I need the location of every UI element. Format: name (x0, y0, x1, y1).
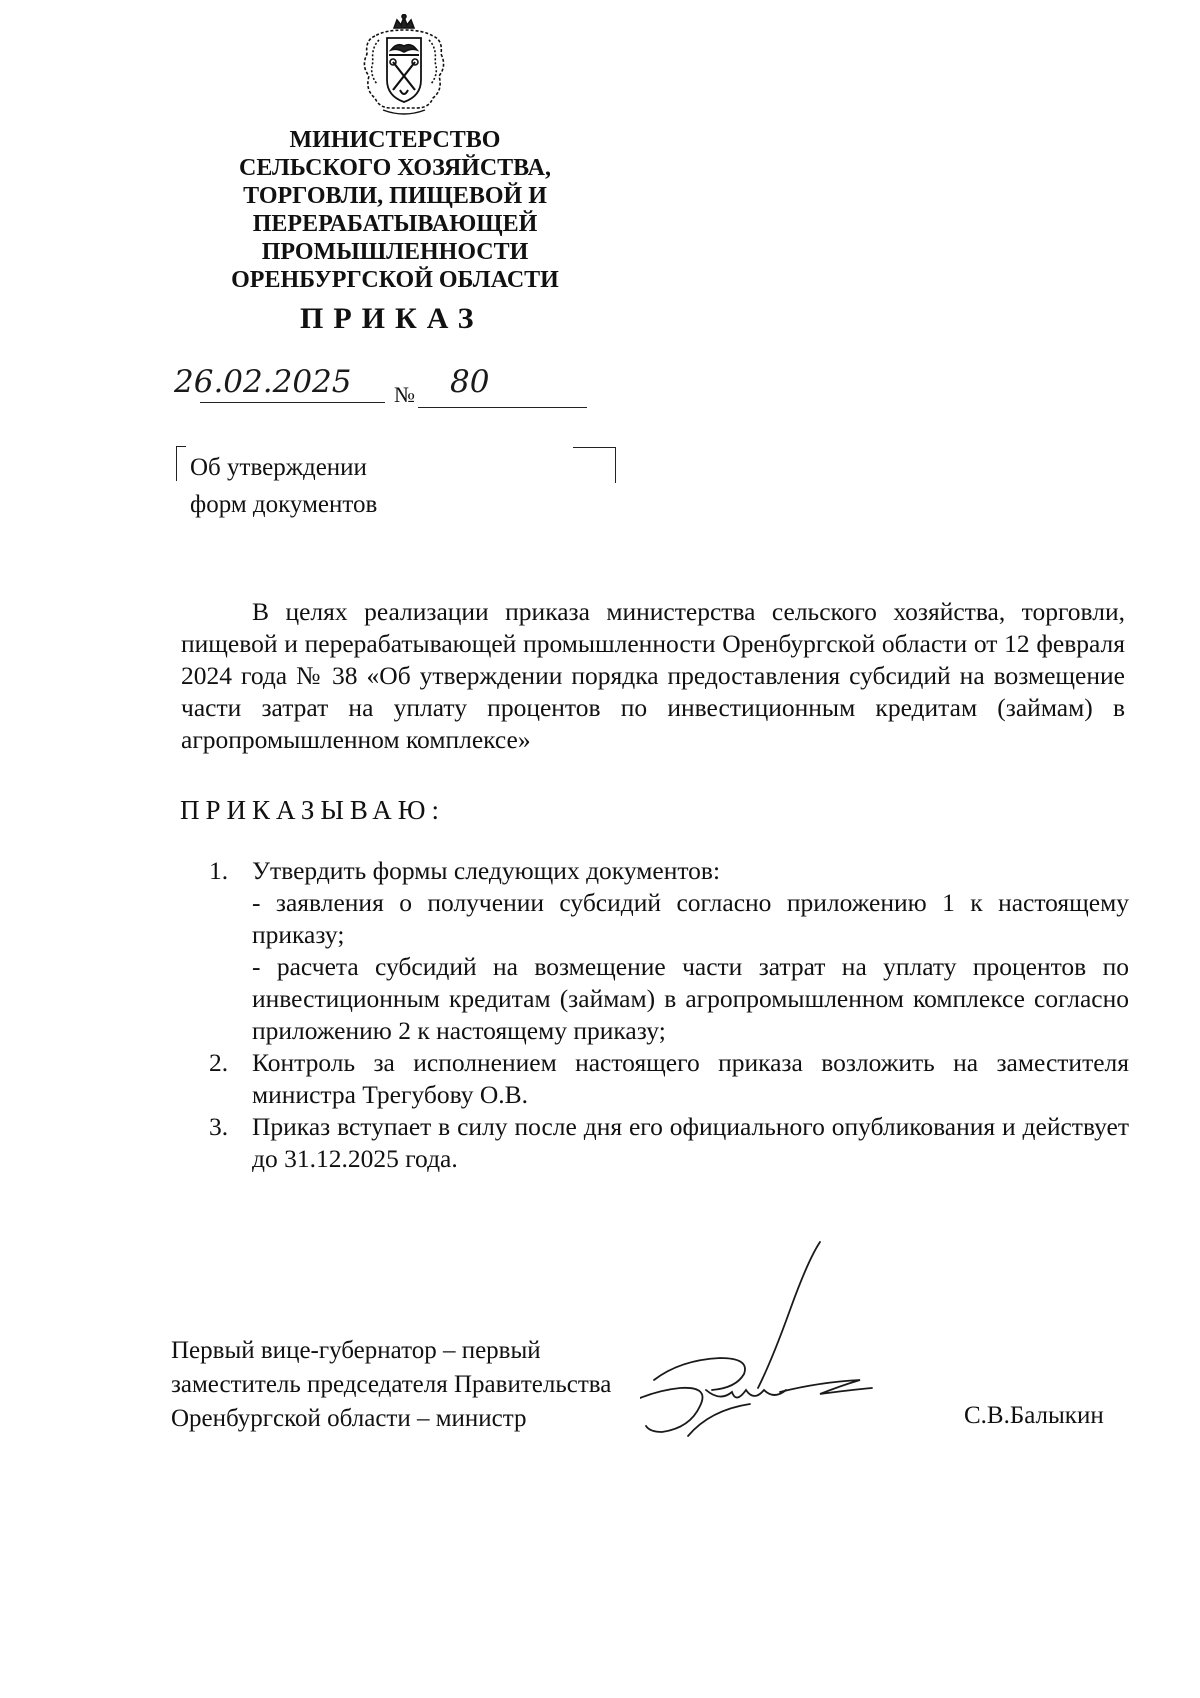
signatory-position (171, 1334, 611, 1436)
date-underline (200, 402, 385, 403)
signatory-name: С.В.Балыкин (964, 1402, 1104, 1429)
subject-bracket-left (176, 446, 186, 481)
ministry-name (200, 126, 590, 294)
coat-of-arms-emblem (357, 14, 451, 116)
subject-bracket-right (573, 447, 616, 483)
document-type-title: ПРИКАЗ (300, 302, 484, 335)
item-text: Утвердить формы следующих документов: (252, 856, 721, 885)
order-number: 80 (450, 364, 490, 400)
order-date: 26.02.2025 (174, 364, 352, 400)
position-line: Оренбургской области – министр (171, 1405, 527, 1432)
position-line: заместитель председателя Правительства (171, 1371, 612, 1398)
handwritten-signature (640, 1240, 930, 1450)
item-number: 3. (209, 1112, 229, 1141)
subject-line: Об утверждении (190, 454, 367, 481)
ministry-line: ТОРГОВЛИ, ПИЩЕВОЙ И (243, 183, 547, 209)
sub-item: - заявления о получении субсидий согласно приложению 1 к настоящему приказу; (252, 888, 1129, 949)
number-sign: № (394, 382, 415, 407)
number-underline (418, 407, 587, 408)
item-number: 1. (209, 856, 229, 885)
item-text: Контроль за исполнением настоящего приказа возложить на заместителя министра Трегубову О.В. (252, 1048, 1129, 1109)
order-items-list (209, 855, 1129, 1175)
position-line: Первый вице-губернатор – первый (171, 1337, 541, 1364)
ministry-line: СЕЛЬСКОГО ХОЗЯЙСТВА, (238, 155, 552, 181)
item-number: 2. (209, 1048, 229, 1077)
ministry-line: ПЕРЕРАБАТЫВАЮЩЕЙ (252, 211, 538, 237)
order-subject (190, 449, 377, 523)
ministry-line: МИНИСТЕРСТВО (289, 127, 501, 153)
preamble-paragraph: В целях реализации приказа министерства сельского хозяйства, торговли, пищевой и перерабатывающей промышленности Оренбургской области от 12 февраля 2024 года № 38 «Об утверждении порядка предоставления субсидий на возмещение части затрат на уплату процентов по инвестиционным кредитам (займам) в агропромышленном комплексе» (181, 597, 1125, 754)
sub-item: - расчета субсидий на возмещение части затрат на уплату процентов по инвестиционным кредитам (займам) в агропромышленном комплексе согласно приложению 2 к настоящему приказу; (252, 952, 1129, 1045)
list-item (209, 855, 1129, 1047)
list-item (209, 1111, 1129, 1175)
ministry-line: ПРОМЫШЛЕННОСТИ (261, 239, 529, 265)
ministry-line: ОРЕНБУРГСКОЙ ОБЛАСТИ (231, 267, 559, 293)
order-word: ПРИКАЗЫВАЮ: (180, 795, 445, 825)
subject-line: форм документов (190, 491, 378, 518)
item-text: Приказ вступает в силу после дня его официального опубликования и действует до 31.12.2025 года. (252, 1112, 1129, 1173)
list-item (209, 1047, 1129, 1111)
